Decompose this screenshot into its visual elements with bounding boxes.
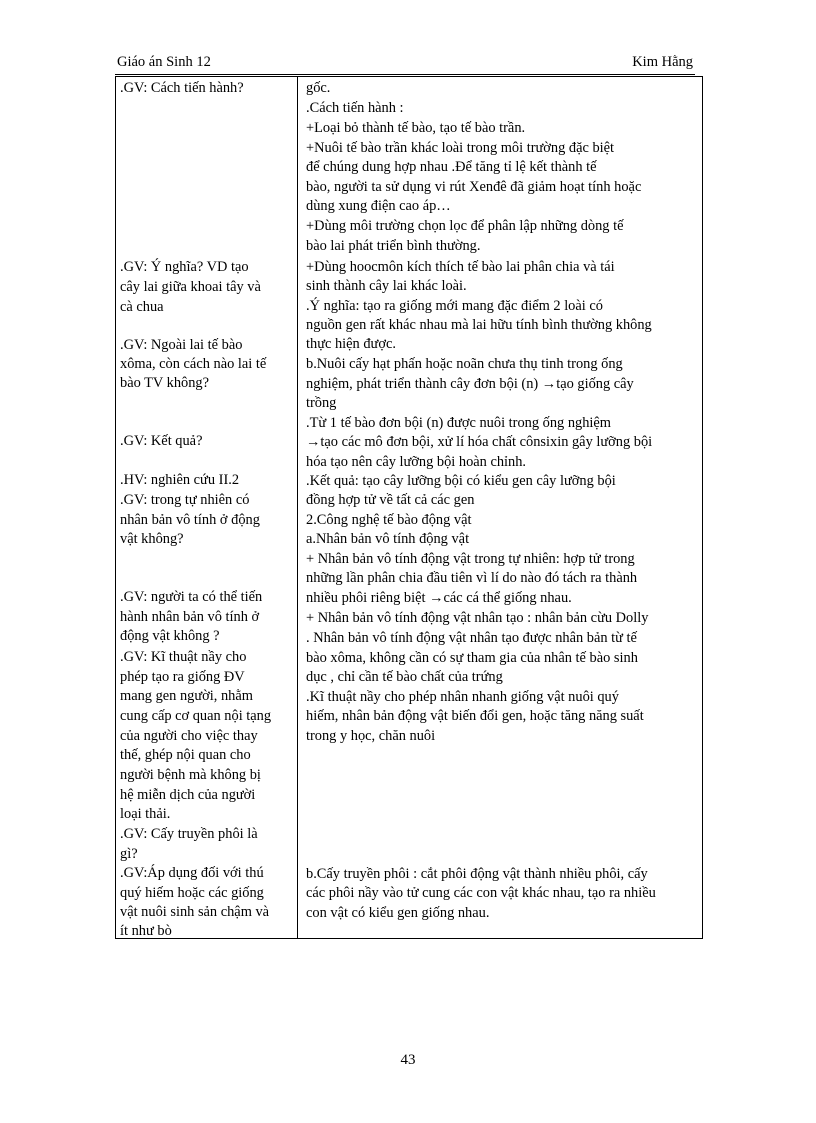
- content-line: +Dùng hoocmôn kích thích tế bào lai phân chia và tái: [306, 259, 615, 275]
- content-line: trong y học, chăn nuôi: [306, 728, 436, 744]
- content-line: những lần phân chia đầu tiên vì lí do nào đó tách ra thành: [306, 570, 638, 586]
- activity-line: .GV: Ý nghĩa? VD tạo: [120, 259, 249, 275]
- content-line: →tạo các mô đơn bội, xử lí hóa chất cônsixin gây lưỡng bội: [306, 434, 653, 450]
- activity-line: vật không?: [120, 531, 184, 547]
- activity-line: nhân bản vô tính ở động: [120, 512, 260, 528]
- content-line: nghiệm, phát triển thành cây đơn bội (n) →tạo giống cây: [306, 376, 634, 392]
- content-line: để chúng dung hợp nhau .Để tăng tỉ lệ kết thành tế: [306, 159, 597, 175]
- document-title: Giáo án Sinh 12: [117, 54, 211, 70]
- activity-line: .GV:Áp dụng đối với thú: [120, 865, 264, 881]
- content-line: bào xôma, không cần có sự tham gia của nhân tế bào sinh: [306, 650, 638, 666]
- activity-line: .GV: Ngoài lai tế bào: [120, 337, 243, 353]
- content-line: + Nhân bản vô tính động vật trong tự nhiên: hợp tử trong: [306, 551, 635, 567]
- author-name: Kim Hằng: [632, 54, 693, 70]
- content-line: +Loại bỏ thành tế bào, tạo tế bào trần.: [306, 120, 526, 136]
- content-line: .Kĩ thuật nầy cho phép nhân nhanh giống vật nuôi quý: [306, 689, 619, 705]
- content-line: b.Nuôi cấy hạt phấn hoặc noãn chưa thụ tinh trong ống: [306, 356, 623, 372]
- activity-line: động vật không ?: [120, 628, 220, 644]
- content-line: nhiều phôi riêng biệt →các cá thể giống nhau.: [306, 590, 572, 606]
- activity-line: của người cho việc thay: [120, 728, 258, 744]
- content-line: nguồn gen rất khác nhau mà lai hữu tính bình thường không: [306, 317, 652, 333]
- activity-line: .GV: Cách tiến hành?: [120, 80, 244, 96]
- activity-line: cà chua: [120, 299, 164, 315]
- activity-line: .GV: người ta có thể tiến: [120, 589, 263, 605]
- activity-line: hành nhân bản vô tính ở: [120, 609, 260, 625]
- activity-line: hệ miễn dịch của người: [120, 787, 256, 803]
- content-line: sinh thành cây lai khác loài.: [306, 278, 467, 294]
- activity-line: .GV: Kĩ thuật nầy cho: [120, 649, 247, 665]
- content-line: .Cách tiến hành :: [306, 100, 404, 116]
- content-line: hiếm, nhân bản động vật biến đổi gen, hoặc tăng năng suất: [306, 708, 644, 724]
- content-line: +Dùng môi trường chọn lọc để phân lập những dòng tế: [306, 218, 624, 234]
- activity-line: .GV: trong tự nhiên có: [120, 492, 250, 508]
- activity-line: .HV: nghiên cứu II.2: [120, 472, 240, 488]
- activity-line: người bệnh mà không bị: [120, 767, 261, 783]
- content-line: thực hiện được.: [306, 336, 396, 352]
- activity-line: bào TV không?: [120, 375, 209, 391]
- column-divider: [297, 77, 298, 938]
- content-line: +Nuôi tế bào trần khác loài trong môi trường đặc biệt: [306, 140, 615, 156]
- content-line: .Ý nghĩa: tạo ra giống mới mang đặc điểm 2 loài có: [306, 298, 603, 314]
- activity-line: xôma, còn cách nào lai tế: [120, 356, 267, 372]
- activity-line: vật nuôi sinh sản chậm và: [120, 904, 270, 920]
- page-header: [115, 52, 695, 75]
- activity-line: cung cấp cơ quan nội tạng: [120, 708, 272, 724]
- page-number: 43: [400, 1052, 416, 1068]
- content-line: 2.Công nghệ tế bào động vật: [306, 512, 472, 528]
- content-line: trồng: [306, 395, 337, 411]
- activity-line: phép tạo ra giống ĐV: [120, 669, 245, 685]
- content-line: b.Cấy truyền phôi : cắt phôi động vật thành nhiều phôi, cấy: [306, 866, 648, 882]
- content-line: dục , chỉ cần tế bào chất của trứng: [306, 669, 503, 685]
- content-line: dùng xung điện cao áp…: [306, 198, 451, 214]
- activity-line: ít như bò: [120, 923, 172, 939]
- content-line: hóa tạo nên cây lưỡng bội hoàn chỉnh.: [306, 454, 527, 470]
- activity-line: thế, ghép nội quan cho: [120, 747, 251, 763]
- activity-line: quý hiếm hoặc các giống: [120, 885, 264, 901]
- content-line: . Nhân bản vô tính động vật nhân tạo được nhân bản từ tế: [306, 630, 637, 646]
- content-line: + Nhân bản vô tính động vật nhân tạo : nhân bản cừu Dolly: [306, 610, 649, 626]
- activity-line: .GV: Kết quả?: [120, 433, 203, 449]
- activity-line: .GV: Cấy truyền phôi là: [120, 826, 258, 842]
- content-line: .Kết quả: tạo cây lưỡng bội có kiểu gen cây lưỡng bội: [306, 473, 616, 489]
- content-line: gốc.: [306, 80, 331, 96]
- activity-line: cây lai giữa khoai tây và: [120, 279, 261, 295]
- content-line: các phôi nầy vào tử cung các con vật khác nhau, tạo ra nhiều: [306, 885, 656, 901]
- activity-line: mang gen người, nhằm: [120, 688, 253, 704]
- content-line: bào, người ta sử dụng vi rút Xenđê đã giảm hoạt tính hoặc: [306, 179, 642, 195]
- content-line: bào lai phát triển bình thường.: [306, 238, 481, 254]
- activity-line: gì?: [120, 846, 138, 862]
- activity-line: loại thải.: [120, 806, 171, 822]
- content-line: a.Nhân bản vô tính động vật: [306, 531, 470, 547]
- content-line: con vật có kiểu gen giống nhau.: [306, 905, 490, 921]
- content-line: đồng hợp tử về tất cả các gen: [306, 492, 475, 508]
- lesson-table: [115, 76, 703, 939]
- content-line: .Từ 1 tế bào đơn bội (n) được nuôi trong ống nghiệm: [306, 415, 611, 431]
